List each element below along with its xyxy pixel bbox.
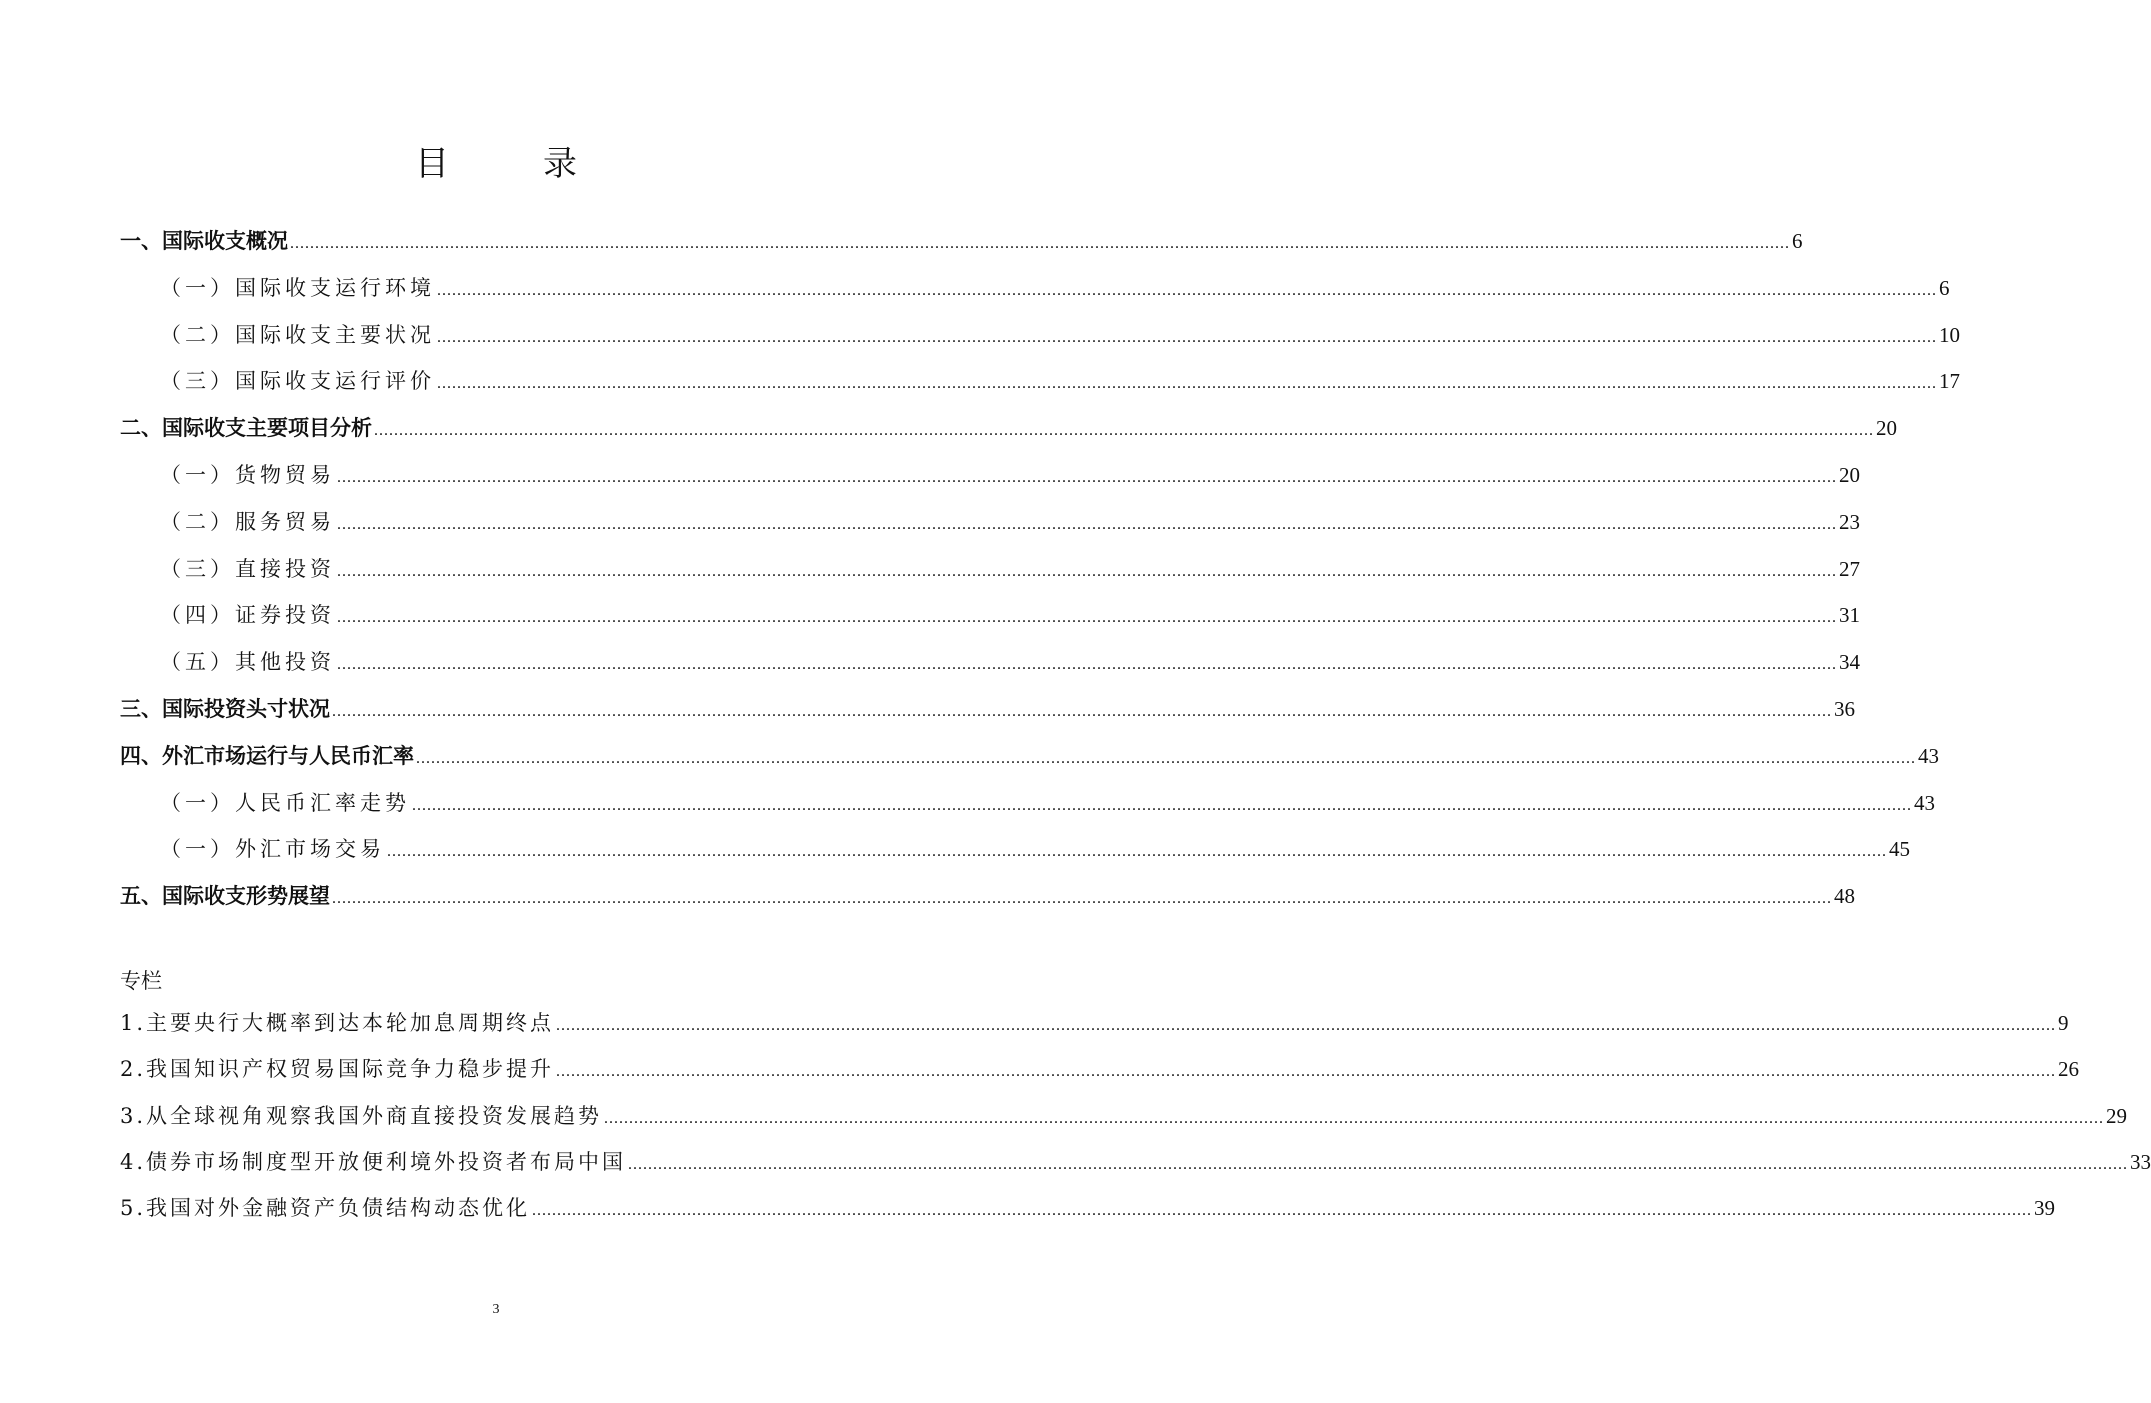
toc-section-page-number: 31 <box>1839 603 1860 628</box>
columns-list <box>120 1000 2151 1231</box>
toc-chapter-label: 一、国际收支概况 <box>120 229 288 253</box>
dot-leader: ............................................................................................................................................................................................................................................................................................................ <box>437 281 1937 299</box>
toc-chapter-label: 五、国际收支形势展望 <box>120 884 330 909</box>
toc-chapter-label: 二、国际收支主要项目分析 <box>120 416 372 441</box>
toc-chapter-page-number: 6 <box>1792 229 1803 253</box>
column-entry[interactable] <box>120 1185 2056 1231</box>
toc-section-label: （四）证券投资 <box>160 603 335 628</box>
toc-chapter-page-number: 43 <box>1918 743 1939 768</box>
toc-section-page-number: 6 <box>1939 275 1950 300</box>
column-entry[interactable] <box>120 1093 2128 1139</box>
dot-leader: ............................................................................................................................................................................................................................................................................................................ <box>556 1017 2057 1034</box>
column-entry-page-number: 26 <box>2058 1057 2080 1082</box>
toc-chapter[interactable] <box>120 405 1897 452</box>
toc-section[interactable] <box>120 546 1860 593</box>
toc-section-page-number: 20 <box>1839 462 1860 487</box>
column-entry[interactable] <box>120 1139 2151 1185</box>
dot-leader: ............................................................................................................................................................................................................................................................................................................ <box>416 749 1916 767</box>
column-entry-label: 2.我国知识产权贸易国际竞争力稳步提升 <box>120 1057 555 1082</box>
toc-chapter-page-number: 20 <box>1876 416 1897 441</box>
dot-leader: ............................................................................................................................................................................................................................................................................................................ <box>337 609 1837 627</box>
toc-section[interactable] <box>120 639 1860 686</box>
dot-leader: ............................................................................................................................................................................................................................................................................................................ <box>556 1063 2057 1081</box>
toc-section-label: （三）直接投资 <box>160 556 335 581</box>
toc-section-label: （一）外汇市场交易 <box>160 837 385 862</box>
dot-leader: ............................................................................................................................................................................................................................................................................................................ <box>337 562 1837 580</box>
column-entry-page-number: 39 <box>2034 1196 2056 1221</box>
table-of-contents <box>120 218 1960 920</box>
columns-heading: 专栏 <box>120 969 162 993</box>
toc-section[interactable] <box>120 499 1860 546</box>
toc-section-page-number: 23 <box>1839 509 1860 534</box>
toc-chapter-page-number: 48 <box>1834 884 1855 909</box>
toc-chapter[interactable] <box>120 686 1855 733</box>
column-entry-label: 1.主要央行大概率到达本轮加息周期终点 <box>120 1011 555 1035</box>
dot-leader: ............................................................................................................................................................................................................................................................................................................ <box>628 1155 2129 1173</box>
toc-section[interactable] <box>120 592 1860 639</box>
dot-leader: ............................................................................................................................................................................................................................................................................................................ <box>332 890 1832 908</box>
toc-section-page-number: 10 <box>1939 322 1960 347</box>
dot-leader: ............................................................................................................................................................................................................................................................................................................ <box>337 468 1837 486</box>
toc-section-page-number: 27 <box>1839 556 1860 581</box>
toc-section-label: （二）服务贸易 <box>160 509 335 534</box>
dot-leader: ............................................................................................................................................................................................................................................................................................................ <box>532 1202 2033 1220</box>
toc-section-page-number: 34 <box>1839 650 1860 675</box>
toc-chapter[interactable] <box>120 873 1855 920</box>
dot-leader: ............................................................................................................................................................................................................................................................................................................ <box>387 843 1887 861</box>
column-entry-label: 3.从全球视角观察我国外商直接投资发展趋势 <box>120 1103 603 1128</box>
toc-section[interactable] <box>120 826 1910 873</box>
toc-section-label: （三）国际收支运行评价 <box>160 369 435 394</box>
toc-chapter-page-number: 36 <box>1834 696 1855 721</box>
dot-leader: ............................................................................................................................................................................................................................................................................................................ <box>604 1109 2105 1127</box>
footer-page-number: 3 <box>492 1302 500 1317</box>
dot-leader: ............................................................................................................................................................................................................................................................................................................ <box>337 656 1837 674</box>
toc-section-label: （二）国际收支主要状况 <box>160 322 435 347</box>
dot-leader: ............................................................................................................................................................................................................................................................................................................ <box>412 796 1912 814</box>
dot-leader: ............................................................................................................................................................................................................................................................................................................ <box>374 422 1874 440</box>
toc-chapter[interactable] <box>120 218 1803 265</box>
toc-section[interactable] <box>120 358 1960 405</box>
toc-section[interactable] <box>120 265 1950 312</box>
toc-section-page-number: 17 <box>1939 369 1960 394</box>
dot-leader: ............................................................................................................................................................................................................................................................................................................ <box>332 702 1832 720</box>
toc-chapter-label: 三、国际投资头寸状况 <box>120 696 330 721</box>
column-entry-page-number: 29 <box>2106 1103 2128 1128</box>
toc-chapter-label: 四、外汇市场运行与人民币汇率 <box>120 743 414 768</box>
toc-section-label: （五）其他投资 <box>160 650 335 675</box>
toc-section-label: （一）人民币汇率走势 <box>160 790 410 815</box>
dot-leader: ............................................................................................................................................................................................................................................................................................................ <box>437 328 1937 346</box>
toc-section[interactable] <box>120 312 1960 359</box>
column-entry-label: 5.我国对外金融资产负债结构动态优化 <box>120 1196 531 1221</box>
column-entry-label: 4.债券市场制度型开放便利境外投资者布局中国 <box>120 1149 627 1174</box>
column-entry-page-number: 33 <box>2130 1149 2151 1174</box>
page-title: 目 录 <box>415 144 607 184</box>
dot-leader: ............................................................................................................................................................................................................................................................................................................ <box>337 515 1837 533</box>
dot-leader: ............................................................................................................................................................................................................................................................................................................ <box>290 235 1790 252</box>
toc-chapter[interactable] <box>120 733 1939 780</box>
column-entry[interactable] <box>120 1000 2069 1046</box>
toc-section-label: （一）货物贸易 <box>160 462 335 487</box>
toc-section[interactable] <box>120 780 1935 827</box>
column-entry-page-number: 9 <box>2058 1011 2069 1035</box>
toc-section-page-number: 45 <box>1889 837 1910 862</box>
toc-section-page-number: 43 <box>1914 790 1935 815</box>
toc-section-label: （一）国际收支运行环境 <box>160 275 435 300</box>
column-entry[interactable] <box>120 1046 2080 1092</box>
dot-leader: ............................................................................................................................................................................................................................................................................................................ <box>437 375 1937 393</box>
toc-section[interactable] <box>120 452 1860 499</box>
